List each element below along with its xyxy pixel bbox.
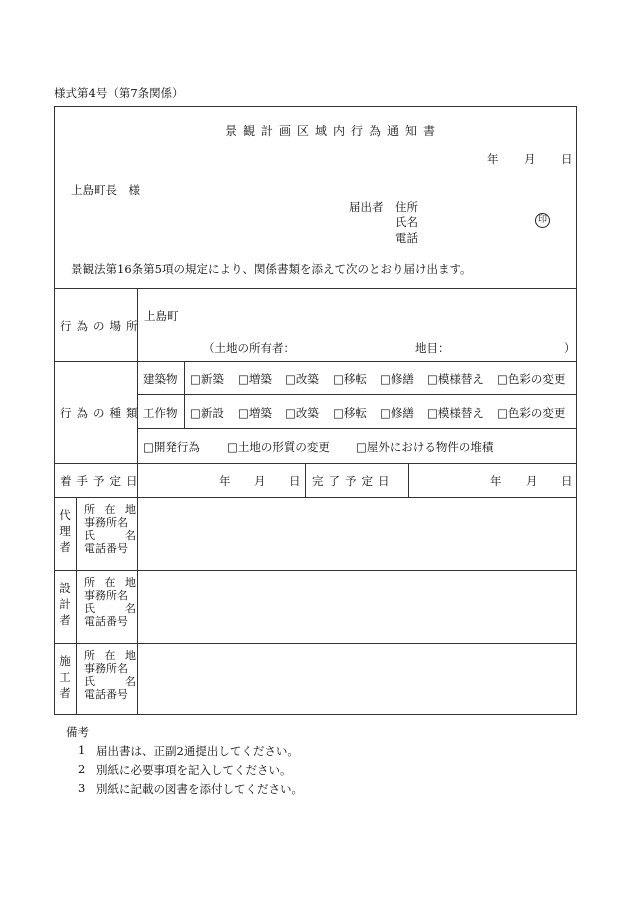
notes-heading: 備考 [66,725,89,739]
divider-building [137,394,577,395]
divider-type [54,463,577,464]
divider-agent [54,570,577,571]
designer-field-phone: 電話番号 [84,615,128,628]
building-option-shinchiku[interactable]: □新築 [190,372,224,386]
structure-option-moyougae[interactable]: □模様替え [427,406,484,420]
agent-fields [84,503,136,555]
divider-location [54,361,577,362]
divider-structure [137,428,577,429]
form-id: 様式第4号（第7条関係） [54,86,184,100]
start-year-label: 年 [219,474,231,488]
statement: 景観法第16条第5項の規定により、関係書類を添えて次のとおり届け出ます。 [71,262,472,276]
structure-label: 工作物 [143,406,178,420]
start-day-label: 日 [289,474,301,488]
col-schedule-mid [305,463,306,497]
start-date-label: 着手予定日 [60,474,143,488]
agent-label: 代理者 [59,508,71,554]
structure-option-iten[interactable]: □移転 [333,406,367,420]
builder-field-office: 事務所名 [84,662,128,675]
notifier-label: 届出者 [349,200,384,214]
builder-label: 施工者 [59,654,71,700]
location-label: 行為の場所 [60,319,143,333]
designer-field-address: 所 在 地 [84,576,136,589]
chimoku-label: 地目： [415,341,450,355]
note-2-num: 2 [78,762,86,776]
end-month-label: 月 [526,474,538,488]
divider-header [54,288,577,289]
note-3-text: 別紙に記載の図書を添付してください。 [96,782,303,796]
designer-fields [84,576,136,628]
agent-field-name: 氏 名 [84,529,136,542]
owner-close: ） [564,341,576,355]
date-day-label: 日 [561,152,573,166]
builder-field-address: 所 在 地 [84,649,136,662]
building-option-iten[interactable]: □移転 [333,372,367,386]
date-year-label: 年 [487,152,499,166]
agent-field-address: 所 在 地 [84,503,136,516]
seal-mark: 印 [535,213,550,228]
divider-designer [54,643,577,644]
divider-schedule [54,497,577,498]
builder-field-name: 氏 名 [84,675,136,688]
notifier-phone-label: 電話 [395,231,418,245]
end-date-label: 完了予定日 [312,474,395,488]
note-2-text: 別紙に必要事項を記入してください。 [96,763,292,777]
building-label: 建築物 [143,372,178,386]
location-value: 上島町 [144,309,179,323]
date-month-label: 月 [524,152,536,166]
col-party-label [76,497,77,715]
note-1-text: 届出書は、正副2通提出してください。 [96,744,299,758]
building-option-shuzen[interactable]: □修繕 [380,372,414,386]
designer-field-name: 氏 名 [84,602,136,615]
col-party-fields [137,497,138,715]
structure-option-kaichiku[interactable]: □改築 [285,406,319,420]
designer-field-office: 事務所名 [84,589,128,602]
form-title: 景観計画区域内行為通知書 [225,124,442,138]
owner-label: （土地の所有者： [203,341,295,355]
designer-label: 設計者 [59,581,71,627]
note-1-num: 1 [78,743,86,757]
building-option-shikisai[interactable]: □色彩の変更 [497,372,566,386]
builder-fields [84,649,136,701]
structure-option-shikisai[interactable]: □色彩の変更 [497,406,566,420]
end-day-label: 日 [561,474,573,488]
start-month-label: 月 [254,474,266,488]
end-year-label: 年 [490,474,502,488]
agent-field-phone: 電話番号 [84,542,128,555]
building-option-kaichiku[interactable]: □改築 [285,372,319,386]
building-option-moyougae[interactable]: □模様替え [427,372,484,386]
addressee: 上島町長 様 [71,183,140,197]
agent-field-office: 事務所名 [84,516,128,529]
structure-option-shuzen[interactable]: □修繕 [380,406,414,420]
col-schedule-right [408,463,409,497]
structure-option-zochiku[interactable]: □増築 [238,406,272,420]
building-option-zochiku[interactable]: □増築 [238,372,272,386]
notifier-address-label: 住所 [395,200,418,214]
action-type-label: 行為の種類 [60,406,143,420]
other-option-kaihatsu[interactable]: □開発行為 [143,440,200,454]
notifier-name-label: 氏名 [395,215,418,229]
other-option-keishitsu[interactable]: □土地の形質の変更 [227,440,330,454]
other-option-taiseki[interactable]: □屋外における物件の堆積 [356,440,494,454]
structure-option-shinsetsu[interactable]: □新設 [190,406,224,420]
col-sub-divider [184,361,185,428]
note-3-num: 3 [78,781,86,795]
builder-field-phone: 電話番号 [84,688,128,701]
